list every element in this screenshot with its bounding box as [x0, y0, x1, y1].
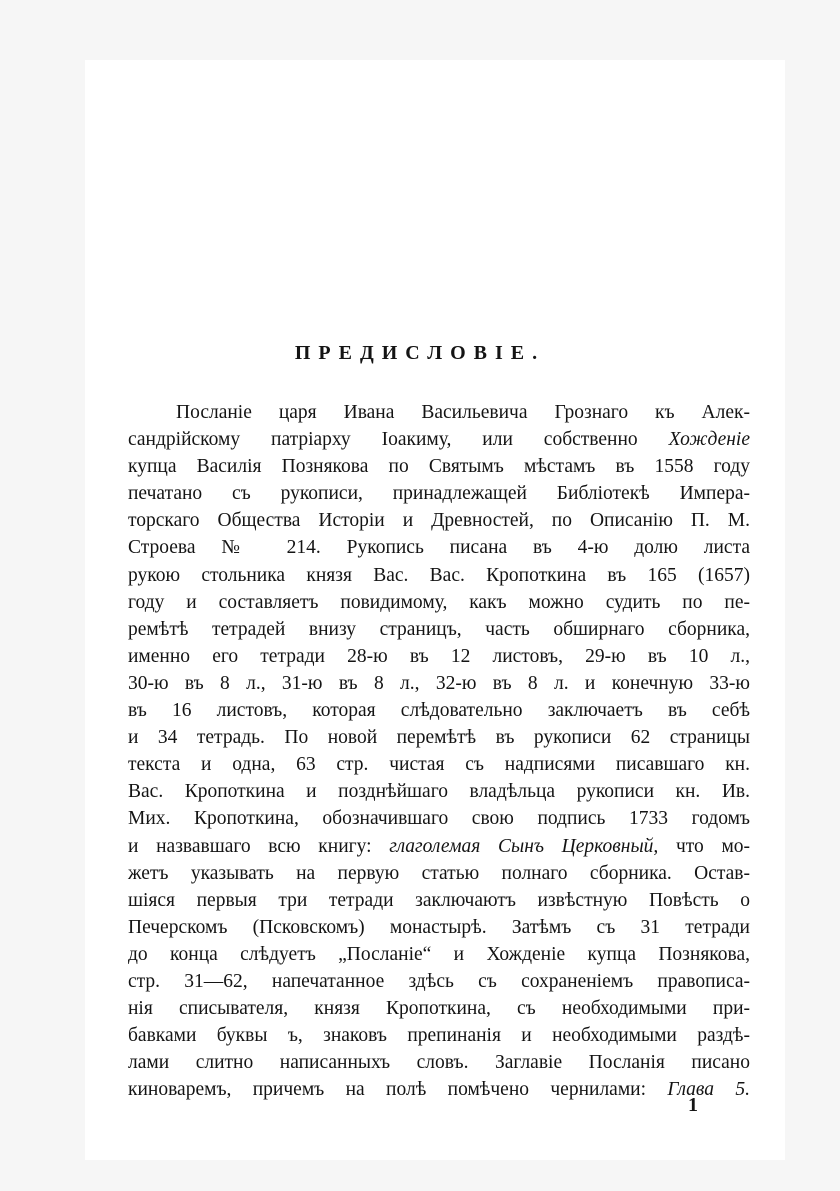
- text-line: текста и одна, 63 стр. чистая съ надписями писавшаго кн.: [128, 754, 750, 776]
- italic-chapter: Глава 5.: [667, 1079, 750, 1101]
- text-line: и назвавшаго всю книгу: глаголемая Сынъ Церковный, что мо-: [128, 835, 751, 857]
- text-line: Вас. Кропоткина и позднѣйшаго владѣльца рукописи кн. Ив.: [128, 781, 750, 803]
- text-line: киноваремъ, причемъ на полѣ помѣчено чернилами: Глава 5.: [128, 1079, 750, 1101]
- text-line: печатано съ рукописи, принадлежащей Библіотекѣ Импера-: [128, 483, 750, 505]
- text-line: Мих. Кропоткина, обозначившаго свою подпись 1733 годомъ: [128, 808, 750, 830]
- italic-term: Хожденіе: [668, 429, 751, 451]
- text-line: году и составляетъ повидимому, какъ можно судить по пе-: [128, 591, 750, 613]
- text-line: и 34 тетрадь. По новой перемѣтѣ въ рукописи 62 страницы: [128, 727, 750, 749]
- text-line: нія списывателя, князя Кропоткина, съ необходимыми при-: [128, 998, 750, 1020]
- text-line: именно его тетради 28-ю въ 12 листовъ, 29-ю въ 10 л.,: [128, 645, 750, 667]
- text-line: бавками буквы ъ, знаковъ препинанія и необходимыми раздѣ-: [128, 1025, 750, 1047]
- preface-body: [128, 399, 750, 1103]
- text-line: Печерскомъ (Псковскомъ) монастырѣ. Затѣмъ съ 31 тетради: [128, 916, 750, 938]
- text-line: стр. 31—62, напечатанное здѣсь съ сохраненіемъ правописа-: [128, 970, 750, 992]
- text-line: купца Василія Познякова по Святымъ мѣстамъ въ 1558 году: [128, 456, 750, 478]
- text-line: торскаго Общества Исторіи и Древностей, по Описанію П. М.: [128, 510, 750, 532]
- text-line: лами слитно написанныхъ словъ. Заглавіе Посланія писано: [128, 1052, 750, 1074]
- text-line: сандрійскому патріарху Іоакиму, или собственно Хожденіе: [128, 429, 751, 451]
- text-line: 30-ю въ 8 л., 31-ю въ 8 л., 32-ю въ 8 л. и конечную 33-ю: [128, 672, 750, 694]
- text-line: ремѣтѣ тетрадей внизу страницъ, часть обширнаго сборника,: [128, 618, 750, 640]
- text-line: Строева № 214. Рукопись писана въ 4-ю долю листа: [128, 537, 750, 559]
- text-line: до конца слѣдуетъ „Посланіе“ и Хожденіе купца Познякова,: [128, 943, 750, 965]
- page-title: ПРЕДИСЛОВІЕ.: [294, 342, 546, 364]
- text-line: въ 16 листовъ, которая слѣдовательно заключаетъ въ себѣ: [128, 700, 750, 722]
- italic-title: глаголемая Сынъ Церковный,: [389, 835, 659, 857]
- text-line: Посланіе царя Ивана Васильевича Грознаго къ Алек-: [176, 402, 750, 423]
- text-line: шіяся первыя три тетради заключаютъ извѣстную Повѣсть о: [128, 889, 750, 911]
- text-line: рукою стольника князя Вас. Вас. Кропоткина въ 165 (1657): [128, 564, 750, 586]
- page-number: 1: [688, 1094, 698, 1116]
- text-line: жетъ указывать на первую статью полнаго сборника. Остав-: [128, 862, 750, 884]
